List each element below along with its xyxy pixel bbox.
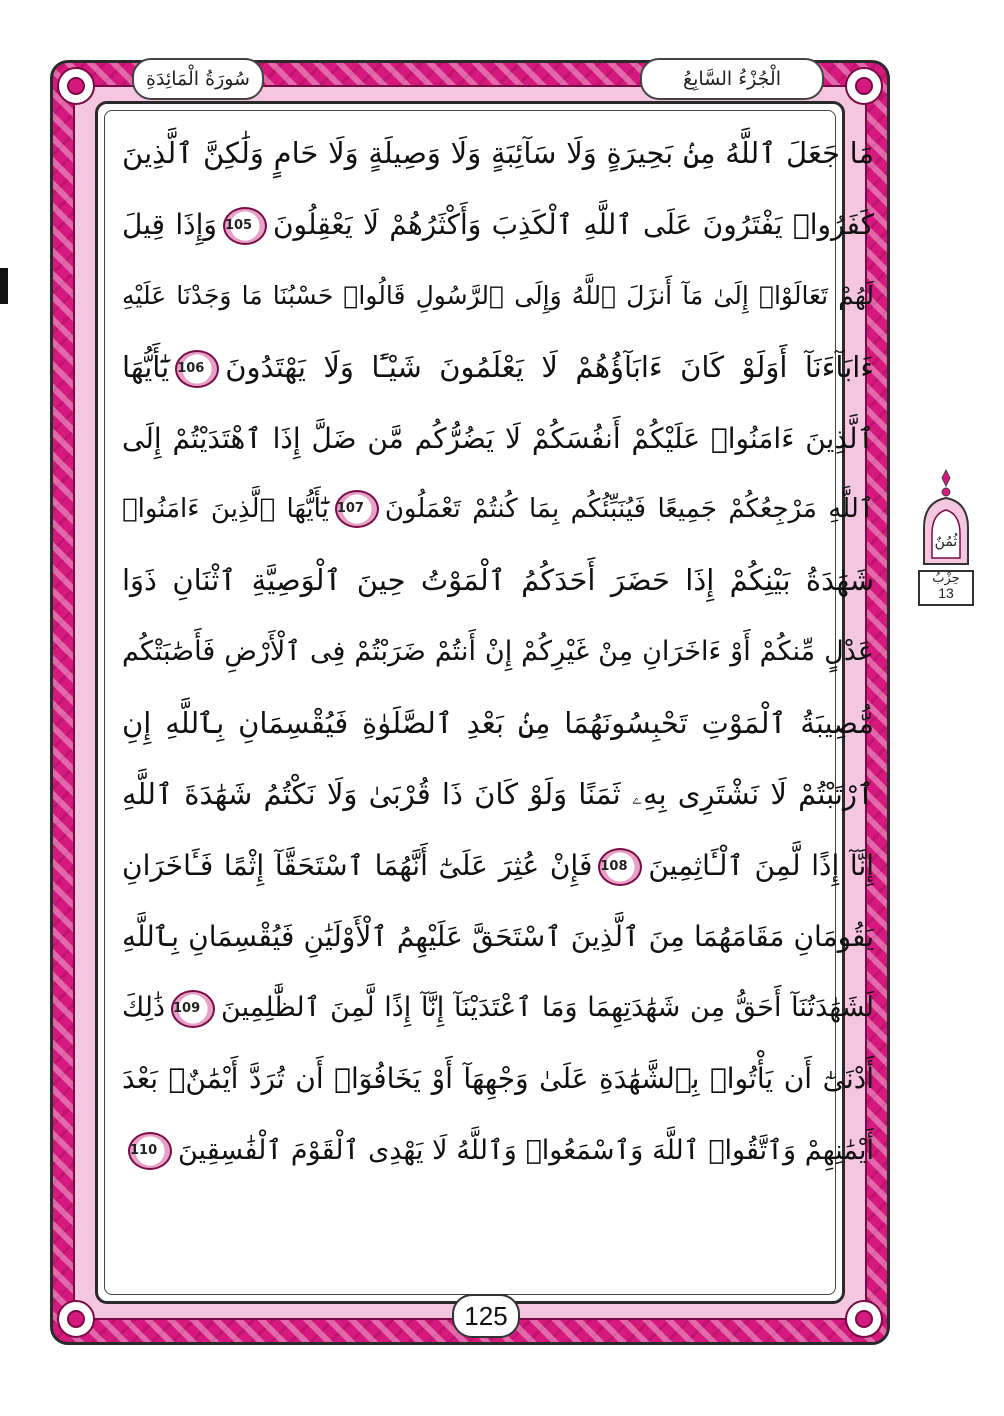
verse-text: يَقُومَانِ مَقَامَهُمَا مِنَ ٱلَّذِينَ ٱسْتَحَقَّ عَلَيْهِمُ ٱلْأَوْلَيَٰنِ فَيُقْسِمَانِ بِٱللَّهِ [122, 920, 874, 954]
verse-text: يَٰٓأَيُّهَا [122, 349, 170, 384]
verse-text: إِنَّآ إِذًا لَّمِنَ ٱلْـَٔاثِمِينَ [648, 848, 874, 882]
corner-ornament-icon [845, 67, 883, 105]
page-edge-mark [0, 268, 8, 304]
verse-line [122, 474, 874, 545]
hizb-ornament-icon [918, 468, 974, 566]
verse-text: ذَٰلِكَ [122, 992, 166, 1024]
verse-text: لَهُمْ تَعَالَوْا۟ إِلَىٰ مَآ أَنزَلَ ٱللَّهُ وَإِلَى ٱلرَّسُولِ قَالُوا۟ حَسْبُنَا مَا وَجَدْنَا عَلَيْهِ [122, 281, 874, 311]
verse-text: مَا جَعَلَ ٱللَّهُ مِنۢ بَحِيرَةٍ وَلَا سَآئِبَةٍ وَلَا وَصِيلَةٍ وَلَا حَامٍ وَلَٰكِنَّ ٱلَّذِينَ [122, 136, 874, 170]
ayah-number-marker: 107 [335, 490, 379, 528]
verse-line [122, 901, 874, 972]
verse-text: شَهَٰدَةُ بَيْنِكُمْ إِذَا حَضَرَ أَحَدَكُمُ ٱلْمَوْتُ حِينَ ٱلْوَصِيَّةِ ٱثْنَانِ ذَوَا [122, 563, 874, 598]
corner-ornament-icon [57, 1300, 95, 1338]
verse-text: وَإِذَا قِيلَ [122, 208, 217, 242]
verse-line [122, 616, 874, 687]
verse-text: أَيْمَٰنِهِمْ وَٱتَّقُوا۟ ٱللَّهَ وَٱسْمَعُوا۟ وَٱللَّهُ لَا يَهْدِى ٱلْقَوْمَ ٱلْفَٰسِقِينَ [178, 1134, 874, 1166]
surah-label: سُورَةُ الْمَائِدَةِ [132, 58, 264, 100]
verse-line [122, 545, 874, 616]
corner-ornament-icon [845, 1300, 883, 1338]
verse-line [122, 260, 874, 331]
hizb-label-text: حِزْبُ [932, 571, 960, 586]
hizb-number: 13 [938, 585, 954, 601]
verse-text: ءَابَآءَنَآ أَوَلَوْ كَانَ ءَابَآؤُهُمْ لَا يَعْلَمُونَ شَيْـًٔا وَلَا يَهْتَدُونَ [225, 349, 874, 384]
verse-text: ٱرْتَبْتُمْ لَا نَشْتَرِى بِهِۦ ثَمَنًا وَلَوْ كَانَ ذَا قُرْبَىٰ وَلَا نَكْتُمُ شَهَٰدَةَ ٱللَّهِ [122, 776, 874, 811]
ayah-number-marker: 109 [171, 990, 215, 1028]
verse-text: كَفَرُوا۟ يَفْتَرُونَ عَلَى ٱللَّهِ ٱلْكَذِبَ وَأَكْثَرُهُمْ لَا يَعْقِلُونَ [272, 208, 874, 242]
verse-text: عَدْلٍ مِّنكُمْ أَوْ ءَاخَرَانِ مِنْ غَيْرِكُمْ إِنْ أَنتُمْ ضَرَبْتُمْ فِى ٱلْأَرْضِ فَأَصَٰبَتْكُم [122, 636, 874, 668]
verse-line [122, 189, 874, 260]
verse-line [122, 403, 874, 474]
verse-text: فَإِنْ عُثِرَ عَلَىٰٓ أَنَّهُمَا ٱسْتَحَقَّآ إِثْمًا فَـَٔاخَرَانِ [122, 848, 593, 882]
hizb-marker [918, 570, 974, 606]
verse-text: لَشَهَٰدَتُنَآ أَحَقُّ مِن شَهَٰدَتِهِمَا وَمَا ٱعْتَدَيْنَآ إِنَّآ إِذًا لَّمِنَ ٱلظَّٰلِمِينَ [221, 992, 874, 1024]
verse-line [122, 830, 874, 901]
verse-text: ٱلَّذِينَ ءَامَنُوا۟ عَلَيْكُمْ أَنفُسَكُمْ لَا يَضُرُّكُم مَّن ضَلَّ إِذَا ٱهْتَدَيْتُمْ إِلَى [122, 421, 874, 455]
juz-label: الْجُزْءُ السَّابِعُ [640, 58, 824, 100]
verse-line [122, 972, 874, 1043]
verse-line [122, 118, 874, 189]
verse-text: أَدْنَىٰٓ أَن يَأْتُوا۟ بِٱلشَّهَٰدَةِ عَلَىٰ وَجْهِهَآ أَوْ يَخَافُوٓا۟ أَن تُرَدَّ أَيْمَٰنٌۢ بَعْدَ [122, 1062, 874, 1096]
verse-text-block [122, 118, 874, 1186]
quarter-label: ثُمُنٌ [934, 534, 958, 550]
verse-line [122, 759, 874, 830]
verse-text: ٱللَّهِ مَرْجِعُكُمْ جَمِيعًا فَيُنَبِّئُكُم بِمَا كُنتُمْ تَعْمَلُونَ [384, 493, 874, 524]
verse-text: مُّصِيبَةُ ٱلْمَوْتِ تَحْبِسُونَهُمَا مِنۢ بَعْدِ ٱلصَّلَوٰةِ فَيُقْسِمَانِ بِٱللَّهِ إِنِ [122, 705, 874, 740]
ayah-number-marker: 110 [128, 1132, 172, 1170]
verse-text: يَٰٓأَيُّهَا ٱلَّذِينَ ءَامَنُوا۟ [122, 493, 329, 524]
verse-line [122, 1043, 874, 1114]
verse-line [122, 688, 874, 759]
ayah-number-marker: 108 [598, 848, 642, 886]
verse-line [122, 332, 874, 403]
ayah-number-marker: 106 [175, 350, 219, 388]
verse-line [122, 1115, 874, 1186]
ayah-number-marker: 105 [223, 207, 267, 245]
page-number: 125 [452, 1294, 520, 1338]
corner-ornament-icon [57, 67, 95, 105]
